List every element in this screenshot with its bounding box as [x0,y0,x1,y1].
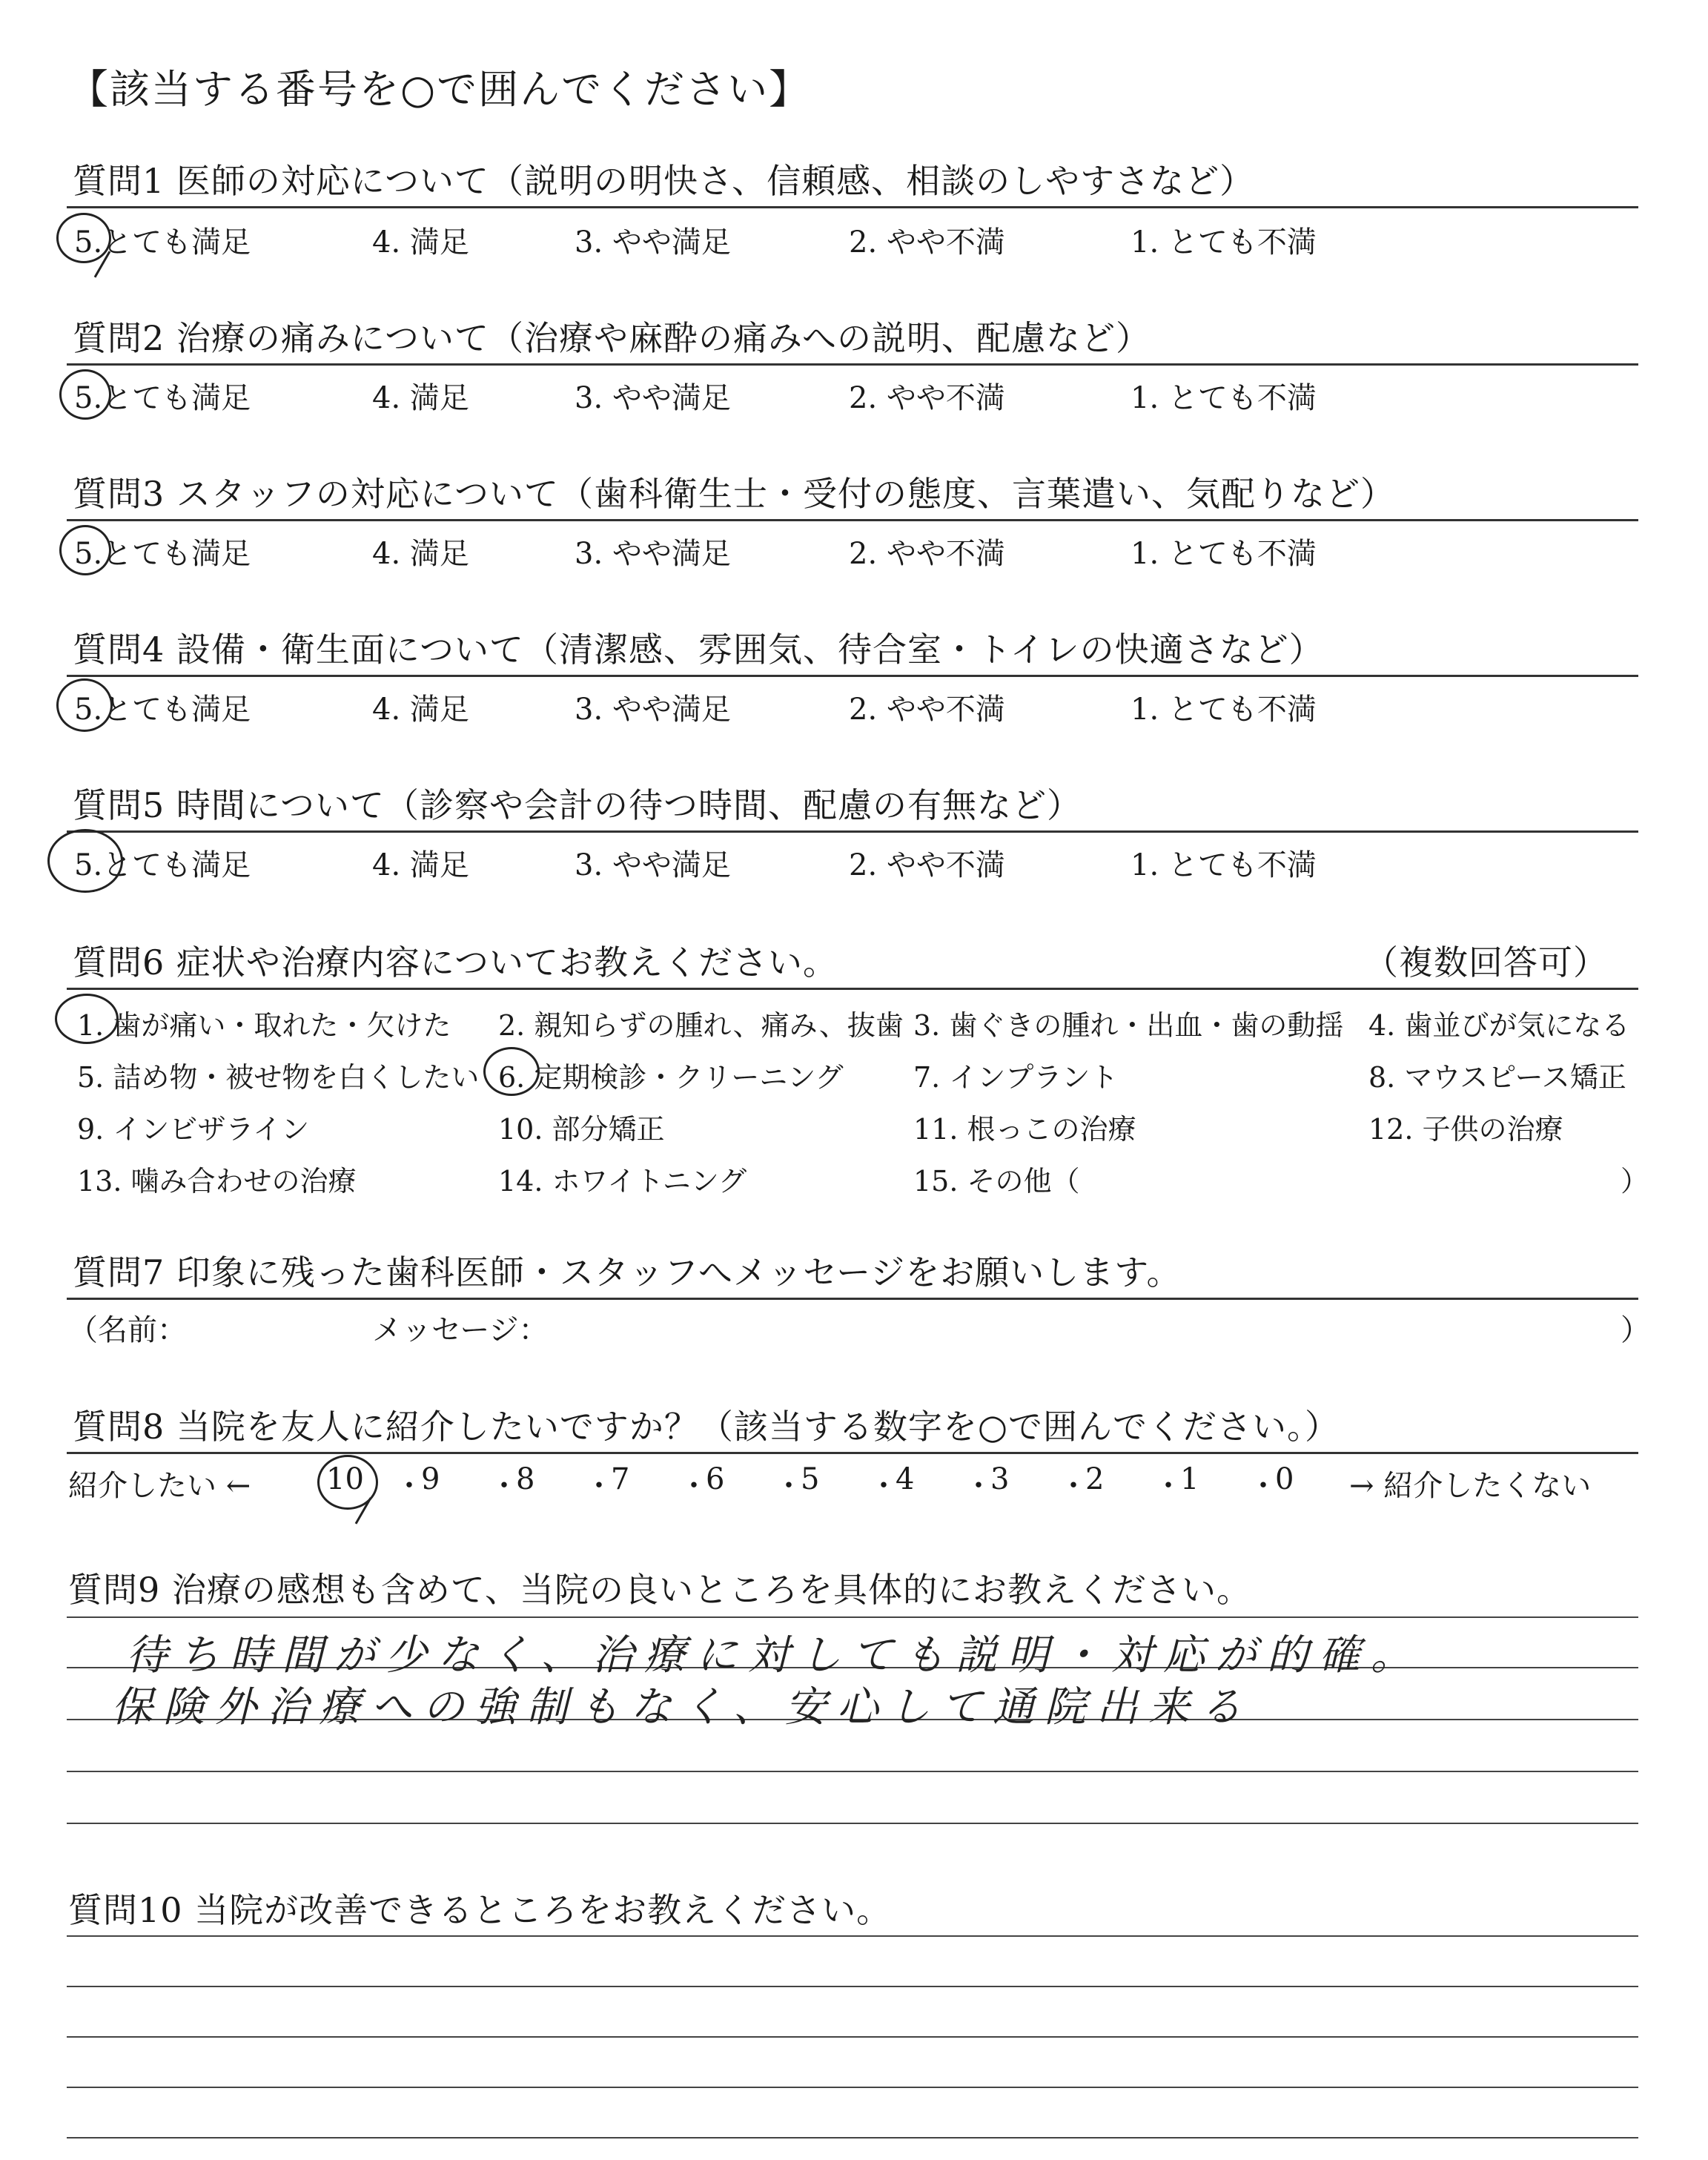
scale-value-8[interactable]: 8 [516,1462,535,1496]
scale-separator-dot: ・ [1153,1469,1183,1503]
q6-option-7[interactable]: 7. インプラント [913,1061,1119,1094]
name-field-label[interactable]: （名前： [68,1313,187,1347]
scale-value-7[interactable]: 7 [611,1462,630,1496]
answer-line [67,1823,1638,1824]
scale-value-2[interactable]: 2 [1085,1462,1105,1496]
q3-option-3[interactable]: 3. やや満足 [575,537,731,571]
divider [67,1298,1638,1300]
scale-separator-dot: ・ [394,1469,424,1503]
selection-circle [56,213,111,263]
scale-value-6[interactable]: 6 [706,1462,725,1496]
q6-option-14[interactable]: 14. ホワイトニング [498,1165,747,1198]
q4-option-4[interactable]: 4. 満足 [372,693,469,727]
scale-separator-dot: ・ [679,1469,709,1503]
q1-option-2[interactable]: 2. やや不満 [849,225,1005,260]
q3-option-2[interactable]: 2. やや不満 [849,537,1005,571]
scale-separator-dot: ・ [1248,1469,1278,1503]
divider [67,363,1638,366]
divider [67,830,1638,833]
answer-line[interactable] [67,1935,1638,1937]
q1-option-4[interactable]: 4. 満足 [372,225,469,260]
question-7-title: 質問7 印象に残った歯科医師・スタッフへメッセージをお願いします。 [73,1252,1182,1292]
divider [67,206,1638,208]
q2-option-2[interactable]: 2. やや不満 [849,381,1005,415]
question-4-title: 質問4 設備・衛生面について（清潔感、雰囲気、待合室・トイレの快適さなど） [73,630,1324,670]
q4-option-5[interactable]: 5.とても満足 [74,693,251,727]
scale-value-9[interactable]: 9 [421,1462,440,1496]
multiple-answers-note: （複数回答可） [1364,942,1608,982]
selection-circle [47,829,123,893]
question-8-title: 質問8 当院を友人に紹介したいですか？（該当する数字を○で囲んでください。） [73,1407,1340,1447]
other-close-paren: ） [1621,1165,1649,1198]
q3-option-5[interactable]: 5.とても満足 [74,537,251,571]
scale-separator-dot: ・ [869,1469,898,1503]
q5-option-4[interactable]: 4. 満足 [372,848,469,882]
scale-value-5[interactable]: 5 [801,1462,820,1496]
q2-option-4[interactable]: 4. 満足 [372,381,469,415]
scale-value-1[interactable]: 1 [1180,1462,1199,1496]
q4-option-1[interactable]: 1. とても不満 [1131,693,1317,727]
scale-value-4[interactable]: 4 [896,1462,915,1496]
q2-option-5[interactable]: 5.とても満足 [74,381,251,415]
q4-option-3[interactable]: 3. やや満足 [575,693,731,727]
scale-separator-dot: ・ [774,1469,804,1503]
scale-value-0[interactable]: 0 [1275,1462,1294,1496]
q6-option-13[interactable]: 13. 噛み合わせの治療 [77,1165,357,1198]
answer-line[interactable] [67,2036,1638,2038]
q6-option-10[interactable]: 10. 部分矯正 [498,1113,665,1146]
q2-option-1[interactable]: 1. とても不満 [1131,381,1317,415]
question-1-title: 質問1 医師の対応について（説明の明快さ、信頼感、相談のしやすさなど） [73,161,1255,201]
scale-separator-dot: ・ [1059,1469,1088,1503]
selection-circle [56,678,113,732]
divider [67,675,1638,677]
q6-option-5[interactable]: 5. 詰め物・被せ物を白くしたい [77,1061,480,1094]
scale-separator-dot: ・ [964,1469,993,1503]
selection-circle [59,369,111,420]
scale-separator-dot: ・ [489,1469,519,1503]
q6-option-6[interactable]: 6. 定期検診・クリーニング [498,1061,844,1094]
answer-line [67,1771,1638,1772]
q3-option-4[interactable]: 4. 満足 [372,537,469,571]
q2-option-3[interactable]: 3. やや満足 [575,381,731,415]
divider [67,988,1638,990]
question-6-title: 質問6 症状や治療内容についてお教えください。 [73,942,838,982]
q1-option-1[interactable]: 1. とても不満 [1131,225,1317,260]
selection-circle [55,994,119,1044]
q5-option-1[interactable]: 1. とても不満 [1131,848,1317,882]
answer-line [67,1616,1638,1618]
q6-option-12[interactable]: 12. 子供の治療 [1368,1113,1563,1146]
handwritten-answer-line-2[interactable]: 保険外治療への強制もなく、安心して通院出来る [111,1683,1252,1731]
q6-option-1[interactable]: 1. 歯が痛い・取れた・欠けた [77,1009,451,1042]
answer-line[interactable] [67,1986,1638,1987]
q6-option-4[interactable]: 4. 歯並びが気になる [1368,1009,1630,1042]
q6-option-15[interactable]: 15. その他（ [913,1165,1080,1198]
handwritten-answer-line-1[interactable]: 待ち時間が少なく、治療に対しても説明・対応が的確。 [126,1631,1423,1680]
divider [67,1452,1638,1454]
q1-option-5[interactable]: 5.とても満足 [74,225,251,260]
recommend-right-label: → 紹介したくない [1349,1469,1592,1503]
selection-circle [59,525,111,575]
selection-circle [483,1047,540,1096]
message-close-paren: ） [1621,1313,1650,1347]
q5-option-3[interactable]: 3. やや満足 [575,848,731,882]
form-heading: 【該当する番号を○で囲んでください】 [68,66,811,113]
q6-option-2[interactable]: 2. 親知らずの腫れ、痛み、抜歯 [498,1009,904,1042]
answer-line[interactable] [67,2137,1638,2138]
q6-option-8[interactable]: 8. マウスピース矯正 [1368,1061,1626,1094]
q6-option-9[interactable]: 9. インビザライン [77,1113,310,1146]
scale-value-10[interactable]: 10 [326,1462,364,1496]
question-10-title: 質問10 当院が改善できるところをお教えください。 [68,1890,892,1930]
q5-option-2[interactable]: 2. やや不満 [849,848,1005,882]
question-3-title: 質問3 スタッフの対応について（歯科衛生士・受付の態度、言葉遣い、気配りなど） [73,474,1395,514]
answer-line[interactable] [67,2087,1638,2088]
q3-option-1[interactable]: 1. とても不満 [1131,537,1317,571]
scale-separator-dot: ・ [584,1469,614,1503]
q6-option-11[interactable]: 11. 根っこの治療 [913,1113,1136,1146]
q6-option-3[interactable]: 3. 歯ぐきの腫れ・出血・歯の動揺 [913,1009,1344,1042]
question-9-title: 質問9 治療の感想も含めて、当院の良いところを具体的にお教えください。 [68,1570,1251,1610]
q1-option-3[interactable]: 3. やや満足 [575,225,731,260]
q4-option-2[interactable]: 2. やや不満 [849,693,1005,727]
scale-value-3[interactable]: 3 [990,1462,1010,1496]
recommend-left-label: 紹介したい ← [68,1469,251,1503]
q5-option-5[interactable]: 5.とても満足 [74,848,251,882]
question-2-title: 質問2 治療の痛みについて（治療や麻酔の痛みへの説明、配慮など） [73,318,1151,358]
divider [67,519,1638,521]
message-field-label[interactable]: メッセージ： [372,1313,549,1347]
question-5-title: 質問5 時間について（診察や会計の待つ時間、配慮の有無など） [73,785,1082,825]
